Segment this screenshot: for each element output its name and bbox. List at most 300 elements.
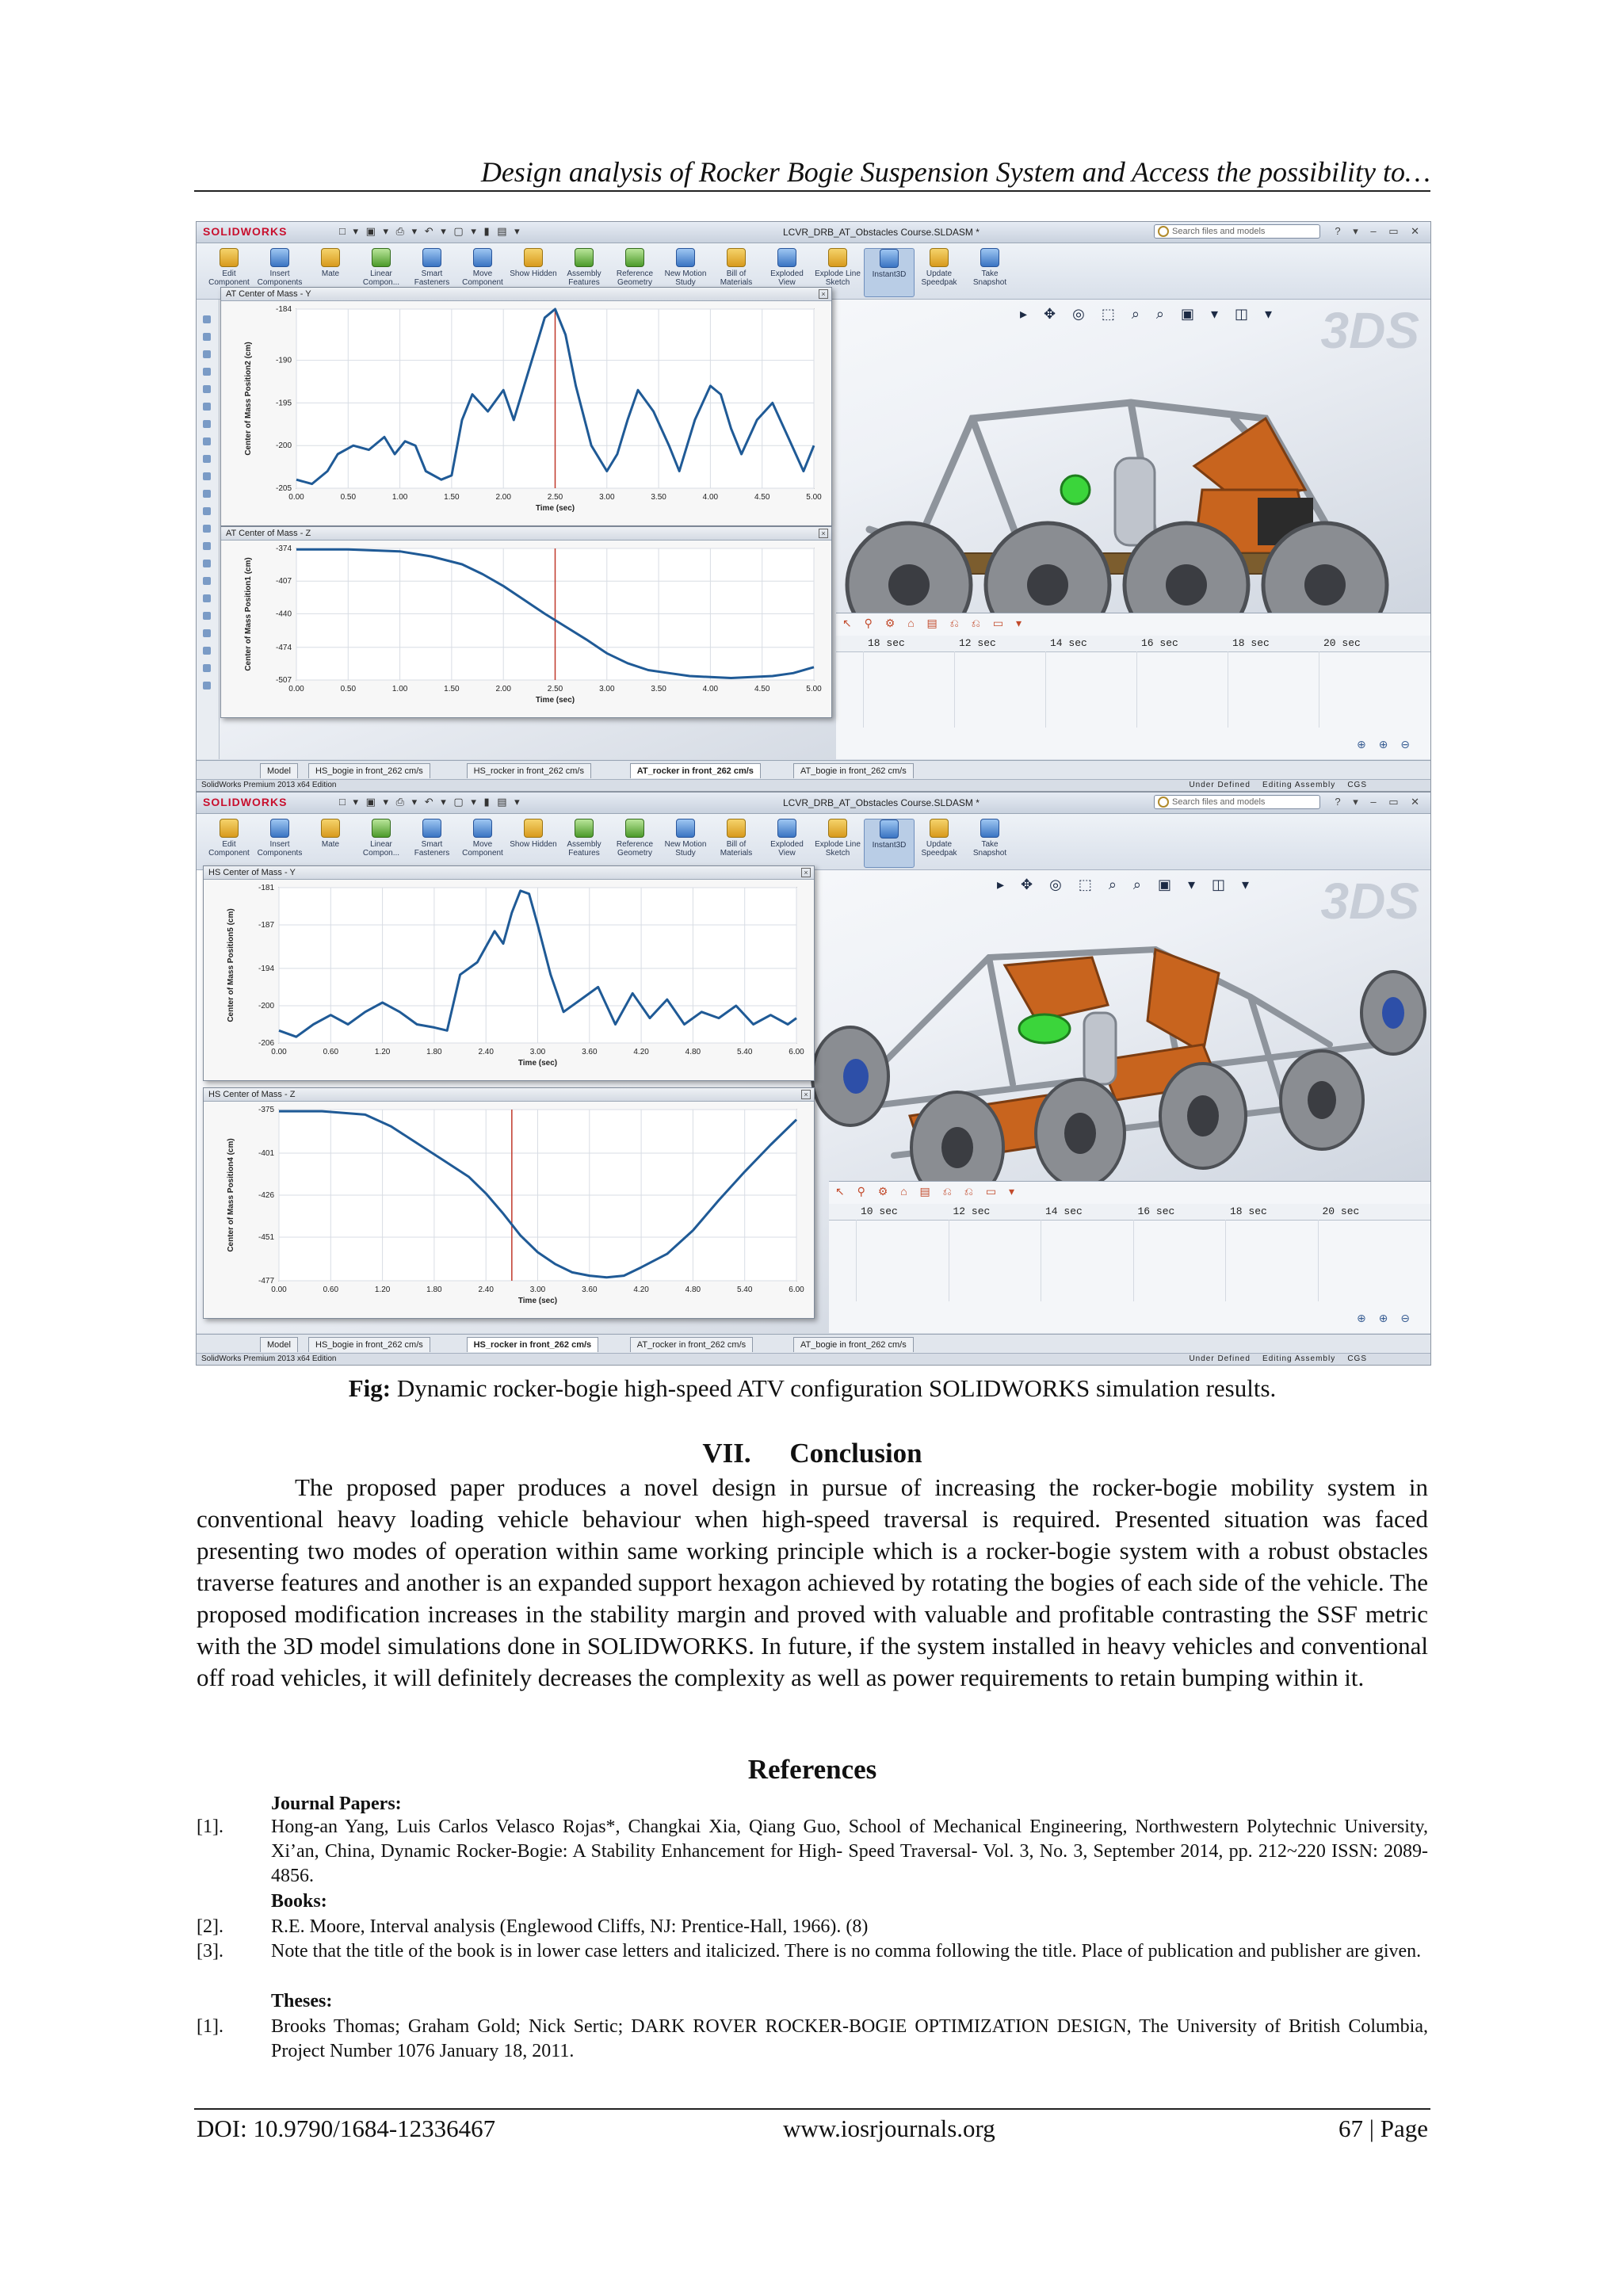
chart-at-center-of-mass-y <box>221 301 831 525</box>
y-axis-label: Center of Mass Position1 (cm) <box>244 557 253 671</box>
assembly-features-icon <box>575 819 594 838</box>
reference-geometry-icon <box>625 248 644 267</box>
ribbon-button-label: Smart Fasteners <box>414 269 450 287</box>
study-tab-at-rocker-in-front-262-cm-s[interactable]: AT_rocker in front_262 cm/s <box>630 763 761 778</box>
conclusion-paragraph: The proposed paper produces a novel design in pursue of increasing the rocker-bogie mobility system in conventional heavy loading vehicle behaviour when high-speed traversal is required. Presented situation was faced presenting two modes of operation within same working principle which is a rocker-bogie system with a robust obstacles traverse features and another is an expanded support hexagon achieved by rotating the bogies of each side of the vehicle. The proposed modification increases in the stability margin and proved with valuable and profitable contrasting the SSF metric with the 3D model simulations done in SOLIDWORKS. In future, if the system installed in heavy vehicles and conventional off road vehicles, it will definitely decreases the complexity as well as power requirements to retain bumping within it. <box>197 1473 1428 1691</box>
ribbon-button-label: Move Component <box>462 840 503 858</box>
footer-rule <box>194 2108 1430 2110</box>
status-definition: Under Defined <box>1189 1354 1251 1363</box>
x-tick-label: 1.80 <box>426 1048 442 1056</box>
tree-node-icon[interactable] <box>203 577 211 585</box>
study-tab-at-bogie-in-front-262-cm-s[interactable]: AT_bogie in front_262 cm/s <box>793 763 914 778</box>
tree-node-icon[interactable] <box>203 437 211 445</box>
study-tab-bar <box>197 1334 1430 1354</box>
reference-text: R.E. Moore, Interval analysis (Englewood Cliffs, NJ: Prentice-Hall, 1966). (8) <box>271 1916 869 1937</box>
status-units[interactable]: CGS <box>1347 781 1367 789</box>
assembly-features-button[interactable] <box>559 819 609 866</box>
ribbon-button-label: Instant3D <box>872 270 907 279</box>
tree-node-icon[interactable] <box>203 403 211 411</box>
edit-component-icon <box>220 819 239 838</box>
move-component-icon <box>473 248 492 267</box>
assembly-features-icon <box>575 248 594 267</box>
search-icon <box>1158 797 1169 808</box>
status-units[interactable]: CGS <box>1347 1354 1367 1363</box>
take-snapshot-button[interactable] <box>965 248 1014 296</box>
smart-fasteners-icon <box>422 819 441 838</box>
footer-page-number: 67 | Page <box>1338 2115 1428 2142</box>
instant3d-icon <box>880 819 899 839</box>
ribbon-button-label: Bill of Materials <box>720 269 753 287</box>
wheel-1 <box>812 1027 888 1125</box>
x-tick-label: 5.00 <box>806 493 822 502</box>
show-hidden-icon <box>524 819 543 838</box>
update-speedpak-icon <box>930 819 949 838</box>
ribbon-button-label: Exploded View <box>770 269 804 287</box>
y-tick-label: -190 <box>275 356 292 365</box>
bill-of-materials-icon <box>727 248 746 267</box>
chart-window-title: AT Center of Mass - Y <box>221 288 831 301</box>
command-manager-ribbon <box>197 814 1430 870</box>
chart-window-title: AT Center of Mass - Z <box>221 527 831 541</box>
x-tick-label: 4.20 <box>633 1048 649 1056</box>
study-tab-hs-rocker-in-front-262-cm-s[interactable]: HS_rocker in front_262 cm/s <box>467 763 591 778</box>
y-tick-label: -184 <box>275 305 292 314</box>
x-tick-label: 4.80 <box>685 1048 701 1056</box>
reference-item <box>197 1915 1428 1939</box>
x-tick-label: 4.00 <box>702 493 719 502</box>
y-tick-label: -200 <box>258 1001 274 1010</box>
section-heading <box>194 1438 1430 1469</box>
timeline-gridline <box>954 651 955 728</box>
motion-study-toolbar[interactable]: ↖ ⚲ ⚙ ⌂ ▤ ⎌ ⎌ ▭ ▾ <box>842 617 1026 629</box>
timeline-tick-label: 12 sec <box>953 1205 991 1217</box>
y-tick-label: -374 <box>275 544 292 553</box>
status-definition: Under Defined <box>1189 781 1251 789</box>
bill-of-materials-icon <box>727 819 746 838</box>
chart-window-hs-y[interactable] <box>203 865 815 1081</box>
x-tick-label: 0.50 <box>340 685 357 693</box>
figure-caption-label: Fig: <box>348 1374 391 1402</box>
instant3d-button[interactable] <box>864 248 915 297</box>
chart-window-at-z[interactable] <box>220 526 832 718</box>
tree-node-icon[interactable] <box>203 420 211 428</box>
ribbon-button-label: Explode Line Sketch <box>815 840 861 858</box>
y-tick-label: -407 <box>275 577 292 586</box>
study-tab-at-bogie-in-front-262-cm-s[interactable]: AT_bogie in front_262 cm/s <box>793 1337 914 1352</box>
y-tick-label: -206 <box>258 1039 274 1048</box>
insert-components-icon <box>270 819 289 838</box>
take-snapshot-icon <box>980 248 999 267</box>
chart-window-at-y[interactable] <box>220 287 832 526</box>
explode-line-sketch-button[interactable] <box>813 819 862 866</box>
tree-node-icon[interactable] <box>203 455 211 463</box>
ribbon-button-label: Smart Fasteners <box>414 840 450 858</box>
figure-caption-text: Dynamic rocker-bogie high-speed ATV configuration SOLIDWORKS simulation results. <box>391 1374 1277 1402</box>
timeline-gridline <box>1318 1220 1319 1301</box>
search-input[interactable] <box>1154 795 1320 809</box>
solidworks-screenshot-bottom <box>196 792 1431 1366</box>
x-tick-label: 6.00 <box>789 1048 804 1056</box>
references-heading: References <box>747 1754 877 1785</box>
x-tick-label: 3.00 <box>529 1048 546 1056</box>
wheel-4 <box>1160 1064 1246 1168</box>
timeline-tick-label: 10 sec <box>861 1205 898 1217</box>
ribbon-button-label: New Motion Study <box>664 269 707 287</box>
x-tick-label: 0.00 <box>288 685 304 693</box>
exploded-view-icon <box>777 819 796 838</box>
timeline-gridline <box>863 651 864 728</box>
move-component-icon <box>473 819 492 838</box>
x-tick-label: 3.50 <box>651 685 666 693</box>
study-tab-at-rocker-in-front-262-cm-s[interactable]: AT_rocker in front_262 cm/s <box>630 1337 753 1352</box>
exploded-view-icon <box>777 248 796 267</box>
reference-item <box>197 1815 1428 1889</box>
y-tick-label: -477 <box>258 1277 274 1286</box>
reference-item <box>197 1939 1428 1964</box>
footer-website[interactable]: www.iosrjournals.org <box>783 2115 995 2142</box>
tree-node-icon[interactable] <box>203 525 211 533</box>
x-tick-label: 4.50 <box>754 685 770 693</box>
x-tick-label: 0.50 <box>340 493 357 502</box>
linear-compon-button[interactable] <box>357 819 406 866</box>
chart-hs-center-of-mass-z <box>204 1102 814 1317</box>
x-tick-label: 4.20 <box>633 1286 649 1294</box>
solidworks-logo[interactable]: SOLIDWORKS <box>203 796 288 808</box>
explode-line-sketch-icon <box>828 248 847 267</box>
x-tick-label: 1.50 <box>444 685 460 693</box>
ds-watermark: 3DS <box>1320 302 1419 359</box>
timeline-zoom-controls[interactable]: ⊕ ⊕ ⊖ <box>1357 738 1415 751</box>
quick-access-toolbar[interactable]: □ ▾ ▣ ▾ ⎙ ▾ ↶ ▾ ▢ ▾ ▮ ▤ ▾ <box>339 796 522 808</box>
mate-icon <box>321 819 340 838</box>
new-motion-study-button[interactable] <box>661 819 710 866</box>
status-info <box>1189 780 1367 791</box>
timeline-tick-label: 16 sec <box>1137 1205 1175 1217</box>
mate-button[interactable] <box>306 819 355 866</box>
ribbon-button-label: Edit Component <box>208 840 250 858</box>
timeline-gridline <box>1136 651 1137 728</box>
x-tick-label: 1.00 <box>391 493 408 502</box>
bill-of-materials-button[interactable] <box>712 819 761 866</box>
wheel-3 <box>1036 1079 1125 1187</box>
ribbon-button-label: New Motion Study <box>664 840 707 858</box>
x-axis-label: Time (sec) <box>517 1059 558 1068</box>
chart-window-hs-z[interactable] <box>203 1087 815 1319</box>
figure-caption <box>194 1374 1430 1403</box>
timeline-zoom-controls[interactable]: ⊕ ⊕ ⊖ <box>1357 1312 1415 1324</box>
x-tick-label: 2.00 <box>495 685 511 693</box>
x-tick-label: 0.00 <box>288 493 304 502</box>
ribbon-button-label: Reference Geometry <box>616 840 654 858</box>
ref-group-heading: Books: <box>271 1891 327 1912</box>
x-axis-label: Time (sec) <box>517 1297 558 1305</box>
x-tick-label: 0.60 <box>323 1048 339 1056</box>
x-tick-label: 3.60 <box>582 1286 598 1294</box>
ribbon-button-label: Take Snapshot <box>972 269 1007 287</box>
tree-node-icon[interactable] <box>203 682 211 690</box>
insert-components-icon <box>270 248 289 267</box>
reference-number: [1]. <box>197 1817 223 1837</box>
show-hidden-button[interactable] <box>509 819 558 866</box>
mate-icon <box>321 248 340 267</box>
title-bar <box>197 222 1430 243</box>
motion-study-toolbar[interactable]: ↖ ⚲ ⚙ ⌂ ▤ ⎌ ⎌ ▭ ▾ <box>835 1185 1019 1198</box>
ribbon-button-label: Show Hidden <box>510 840 557 849</box>
reference-text: Hong-an Yang, Luis Carlos Velasco Rojas*, Changkai Xia, Qiang Guo, School of Mechanical Engineering, Northwestern Polytechnic University, Xi’an, China, Dynamic Rocker-Bogie: A Stability Enhancement for High- Speed Traversal- Vol. 3, No. 3, September 2014, pp. 212~220 ISSN: 2089-4856. <box>271 1817 1428 1886</box>
close-icon[interactable]: × <box>801 868 811 877</box>
ribbon-button-label: Update Speedpak <box>921 840 957 858</box>
tree-node-icon[interactable] <box>203 507 211 515</box>
tree-node-icon[interactable] <box>203 612 211 620</box>
ribbon-button-label: Linear Compon... <box>362 269 400 287</box>
footer-doi: DOI: 10.9790/1684-12336467 <box>197 2115 496 2142</box>
ribbon-button-label: Exploded View <box>770 840 804 858</box>
search-icon <box>1158 226 1169 237</box>
new-motion-study-icon <box>676 248 695 267</box>
ribbon-button-label: Explode Line Sketch <box>815 269 861 287</box>
ribbon-button-label: Assembly Features <box>567 269 601 287</box>
x-tick-label: 1.50 <box>444 493 460 502</box>
close-icon[interactable]: × <box>801 1090 811 1099</box>
linear-compon-icon <box>372 819 391 838</box>
update-speedpak-icon <box>930 248 949 267</box>
reference-number: [1]. <box>197 2016 223 2037</box>
search-placeholder: Search files and models <box>1172 227 1266 236</box>
ribbon-button-label: Instant3D <box>872 841 907 850</box>
x-tick-label: 4.80 <box>685 1286 701 1294</box>
x-tick-label: 1.00 <box>391 685 408 693</box>
ref-group-heading: Theses: <box>271 1991 333 2011</box>
timeline-gridline <box>1045 651 1046 728</box>
timeline-tick-label: 16 sec <box>1141 637 1178 649</box>
status-mode: Editing Assembly <box>1262 1354 1336 1363</box>
search-input[interactable] <box>1154 224 1320 239</box>
ribbon-button-label: Assembly Features <box>567 840 601 858</box>
x-tick-label: 3.00 <box>599 685 615 693</box>
reference-number: [3]. <box>197 1941 223 1962</box>
y-tick-label: -205 <box>275 484 292 493</box>
y-tick-label: -440 <box>275 609 292 619</box>
study-tab-bar <box>197 760 1430 780</box>
ribbon-button-label: Move Component <box>462 269 503 287</box>
tree-node-icon[interactable] <box>203 664 211 672</box>
show-hidden-icon <box>524 248 543 267</box>
x-tick-label: 2.50 <box>547 685 563 693</box>
x-tick-label: 0.00 <box>271 1286 287 1294</box>
wheel-6 <box>1361 972 1425 1054</box>
exploded-view-button[interactable] <box>762 819 812 866</box>
timeline-tick-label: 18 sec <box>1232 637 1270 649</box>
y-tick-label: -426 <box>258 1191 274 1200</box>
y-tick-label: -507 <box>275 676 292 685</box>
document-title: LCVR_DRB_AT_Obstacles Course.SLDASM * <box>783 227 980 238</box>
timeline-tick-label: 20 sec <box>1323 637 1361 649</box>
x-axis-label: Time (sec) <box>535 504 575 513</box>
explode-line-sketch-icon <box>828 819 847 838</box>
close-icon[interactable]: × <box>819 289 828 299</box>
timeline-gridline <box>1133 1220 1134 1301</box>
smart-fasteners-icon <box>422 248 441 267</box>
x-tick-label: 6.00 <box>789 1286 804 1294</box>
window-controls[interactable]: ? ▾ – ▭ ✕ <box>1335 225 1424 237</box>
reference-number: [2]. <box>197 1916 223 1937</box>
new-motion-study-icon <box>676 819 695 838</box>
x-tick-label: 2.40 <box>478 1048 494 1056</box>
study-tab-hs-bogie-in-front-262-cm-s[interactable]: HS_bogie in front_262 cm/s <box>308 763 430 778</box>
study-tab-hs-rocker-in-front-262-cm-s[interactable]: HS_rocker in front_262 cm/s <box>467 1337 599 1352</box>
solidworks-logo[interactable]: SOLIDWORKS <box>203 225 288 238</box>
study-tab-model[interactable]: Model <box>260 1337 298 1352</box>
y-tick-label: -194 <box>258 964 274 973</box>
y-tick-label: -375 <box>258 1106 274 1114</box>
y-tick-label: -474 <box>275 643 292 652</box>
x-tick-label: 2.00 <box>495 493 511 502</box>
reference-text: Note that the title of the book is in lower case letters and italicized. There is no comma following the title. Place of publication and publisher are given. <box>271 1941 1422 1962</box>
view-toolbar[interactable]: ▸ ✥ ◎ ⬚ ⌕ ⌕ ▣ ▾ ◫ ▾ <box>997 877 1256 892</box>
tree-node-icon[interactable] <box>203 385 211 393</box>
x-tick-label: 2.50 <box>547 493 563 502</box>
status-bar <box>197 779 1430 791</box>
motion-study-timeline[interactable] <box>836 613 1430 759</box>
ribbon-button-label: Reference Geometry <box>616 269 654 287</box>
header-rule <box>194 190 1430 192</box>
y-tick-label: -200 <box>275 441 292 451</box>
timeline-tick-label: 14 sec <box>1045 1205 1083 1217</box>
wheel-5 <box>1281 1051 1363 1149</box>
x-tick-label: 4.50 <box>754 493 770 502</box>
solidworks-screenshot-top <box>196 221 1431 792</box>
document-title: LCVR_DRB_AT_Obstacles Course.SLDASM * <box>783 797 980 808</box>
tree-node-icon[interactable] <box>203 368 211 376</box>
quick-access-toolbar[interactable]: □ ▾ ▣ ▾ ⎙ ▾ ↶ ▾ ▢ ▾ ▮ ▤ ▾ <box>339 225 522 237</box>
running-title: Design analysis of Rocker Bogie Suspension System and Access the possibility to… <box>480 156 1430 188</box>
reference-geometry-button[interactable] <box>610 819 659 866</box>
timeline-gridline <box>1225 1220 1226 1301</box>
x-tick-label: 2.40 <box>478 1286 494 1294</box>
section-number: VII. <box>702 1438 751 1469</box>
edit-component-button[interactable] <box>204 819 254 866</box>
status-bar <box>197 1353 1430 1365</box>
tree-node-icon[interactable] <box>203 350 211 358</box>
tree-node-icon[interactable] <box>203 333 211 341</box>
x-tick-label: 1.80 <box>426 1286 442 1294</box>
ribbon-button-label: Show Hidden <box>510 269 557 278</box>
instant3d-icon <box>880 249 899 268</box>
ref-group-heading: Journal Papers: <box>271 1794 402 1814</box>
instant3d-button[interactable] <box>864 819 915 868</box>
x-tick-label: 5.40 <box>736 1048 753 1056</box>
chart-at-center-of-mass-z <box>221 541 831 716</box>
tree-node-icon[interactable] <box>203 594 211 602</box>
x-axis-label: Time (sec) <box>535 696 575 705</box>
x-tick-label: 3.60 <box>582 1048 598 1056</box>
section-title: Conclusion <box>789 1438 922 1469</box>
linear-compon-icon <box>372 248 391 267</box>
y-axis-label: Center of Mass Position5 (cm) <box>227 908 235 1022</box>
tree-node-icon[interactable] <box>203 315 211 323</box>
view-toolbar[interactable]: ▸ ✥ ◎ ⬚ ⌕ ⌕ ▣ ▾ ◫ ▾ <box>1020 306 1279 322</box>
motion-study-timeline[interactable] <box>829 1181 1430 1333</box>
ribbon-button-label: Mate <box>321 269 340 278</box>
x-tick-label: 3.00 <box>599 493 615 502</box>
tree-node-icon[interactable] <box>203 560 211 567</box>
feature-manager-tree[interactable] <box>197 300 220 759</box>
reference-geometry-icon <box>625 819 644 838</box>
tree-node-icon[interactable] <box>203 472 211 480</box>
study-tab-model[interactable]: Model <box>260 763 298 778</box>
ribbon-button-label: Take Snapshot <box>972 840 1007 858</box>
take-snapshot-button[interactable] <box>965 819 1014 866</box>
status-info <box>1189 1354 1367 1365</box>
x-tick-label: 5.40 <box>736 1286 753 1294</box>
y-tick-label: -181 <box>258 884 274 892</box>
timeline-tick-label: 18 sec <box>868 637 905 649</box>
status-mode: Editing Assembly <box>1262 781 1336 789</box>
y-tick-label: -195 <box>275 399 292 408</box>
x-tick-label: 1.20 <box>374 1048 391 1056</box>
timeline-gridline <box>856 1220 857 1301</box>
tree-node-icon[interactable] <box>203 542 211 550</box>
tree-node-icon[interactable] <box>203 490 211 498</box>
x-tick-label: 0.60 <box>323 1286 339 1294</box>
take-snapshot-icon <box>980 819 999 838</box>
tree-node-icon[interactable] <box>203 629 211 637</box>
y-axis-label: Center of Mass Position4 (cm) <box>227 1138 235 1252</box>
x-tick-label: 5.00 <box>806 685 822 693</box>
title-bar <box>197 793 1430 814</box>
ribbon-button-label: Linear Compon... <box>362 840 400 858</box>
x-tick-label: 1.20 <box>374 1286 391 1294</box>
ribbon-button-label: Update Speedpak <box>921 269 957 287</box>
x-tick-label: 4.00 <box>702 685 719 693</box>
y-axis-label: Center of Mass Position2 (cm) <box>244 342 253 456</box>
update-speedpak-button[interactable] <box>915 819 964 866</box>
status-edition: SolidWorks Premium 2013 x64 Edition <box>201 1354 337 1363</box>
ribbon-button-label: Mate <box>321 840 340 849</box>
close-icon[interactable]: × <box>819 529 828 538</box>
reference-item <box>197 2015 1428 2064</box>
x-tick-label: 3.00 <box>529 1286 546 1294</box>
insert-components-button[interactable] <box>255 819 304 866</box>
timeline-tick-label: 12 sec <box>959 637 996 649</box>
ds-watermark: 3DS <box>1320 873 1419 930</box>
reference-text: Brooks Thomas; Graham Gold; Nick Sertic; DARK ROVER ROCKER-BOGIE OPTIMIZATION DESIGN, The University of British Columbia, Project Number 1076 January 18, 2011. <box>271 2016 1428 2061</box>
tree-node-icon[interactable] <box>203 647 211 655</box>
timeline-tick-label: 20 sec <box>1322 1205 1360 1217</box>
timeline-tick-label: 14 sec <box>1050 637 1087 649</box>
search-placeholder: Search files and models <box>1172 797 1266 807</box>
edit-component-icon <box>220 248 239 267</box>
x-tick-label: 0.00 <box>271 1048 287 1056</box>
status-edition: SolidWorks Premium 2013 x64 Edition <box>201 781 337 789</box>
y-tick-label: -401 <box>258 1149 274 1159</box>
y-tick-label: -187 <box>258 921 274 930</box>
window-controls[interactable]: ? ▾ – ▭ ✕ <box>1335 796 1424 808</box>
ribbon-button-label: Edit Component <box>208 269 250 287</box>
move-component-button[interactable] <box>458 819 507 866</box>
timeline-tick-label: 18 sec <box>1230 1205 1267 1217</box>
chart-hs-center-of-mass-y <box>204 880 814 1079</box>
ribbon-button-label: Insert Components <box>257 840 303 858</box>
chart-window-title: HS Center of Mass - Z <box>204 1088 814 1102</box>
study-tab-hs-bogie-in-front-262-cm-s[interactable]: HS_bogie in front_262 cm/s <box>308 1337 430 1352</box>
ribbon-button-label: Bill of Materials <box>720 840 753 858</box>
smart-fasteners-button[interactable] <box>407 819 456 866</box>
x-tick-label: 3.50 <box>651 493 666 502</box>
chart-window-title: HS Center of Mass - Y <box>204 866 814 880</box>
ribbon-button-label: Insert Components <box>257 269 303 287</box>
update-speedpak-button[interactable] <box>915 248 964 296</box>
